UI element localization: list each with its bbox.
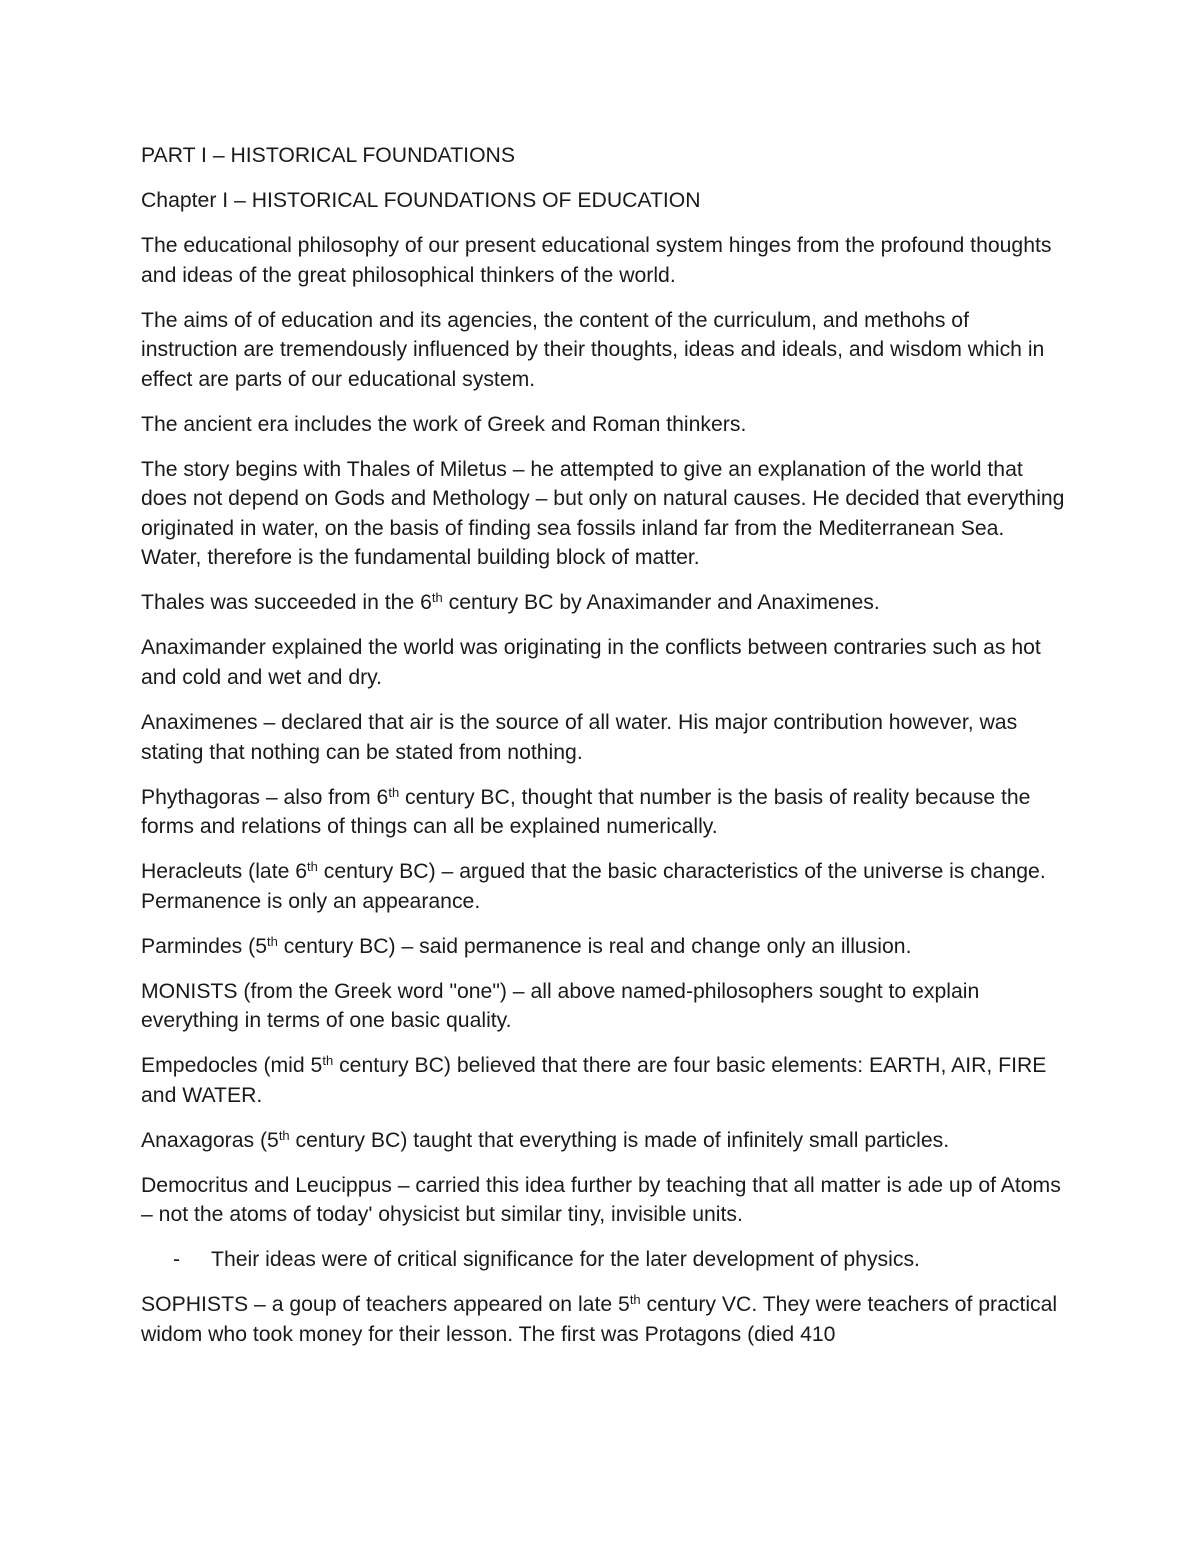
paragraph-ancient-era: The ancient era includes the work of Greek and Roman thinkers. [141, 412, 747, 436]
text-segment: century BC, thought that number is the basis of reality because the forms and relations of things can all be explained numerically. [141, 785, 1031, 839]
paragraph-anaximenes: Anaximenes – declared that air is the source of all water. His major contribution however, was stating that nothing can be stated from nothing. [141, 711, 1018, 764]
superscript: th [388, 784, 400, 800]
text-segment: Phythagoras – also from 6 [141, 785, 389, 809]
paragraph-heracleuts [141, 857, 1066, 916]
superscript: th [322, 1053, 334, 1069]
superscript: th [629, 1292, 641, 1308]
document-body [141, 141, 1066, 1365]
paragraph-thales: The story begins with Thales of Miletus – he attempted to give an explanation of the world that does not depend on Gods and Methology – but only on natural causes. He decided that everything originated in water, on the basis of finding sea fossils inland far from the Mediterranean Sea. Water, therefore is the fundamental building block of matter. [141, 457, 1065, 570]
bullet-dash: - [173, 1248, 181, 1272]
paragraph-monists: MONISTS (from the Greek word "one") – all above named-philosophers sought to explain everything in terms of one basic quality. [141, 979, 980, 1033]
text-segment: Heracleuts (late 6 [141, 860, 308, 884]
text-segment: Parmindes (5 [141, 934, 267, 958]
text-segment: SOPHISTS – a goup of teachers appeared on late 5 [141, 1293, 630, 1317]
text-segment: century BC by Anaximander and Anaximenes. [442, 591, 880, 615]
chapter-title: Chapter I – HISTORICAL FOUNDATIONS OF EDUCATION [141, 188, 701, 212]
paragraph-thales-succeeded [141, 588, 1066, 618]
text-segment: century BC) – argued that the basic characteristics of the universe is change. Permanence is only an appearance. [141, 860, 1046, 913]
text-segment: century BC) taught that everything is made of infinitely small particles. [289, 1128, 950, 1152]
text-segment: century VC. They were teachers of practical widom who took money for their lesson. The first was Protagons (died 410 [141, 1293, 1058, 1347]
superscript: th [307, 859, 318, 875]
paragraph-empedocles [141, 1051, 1066, 1110]
bullet-text: Their ideas were of critical significance for the later development of physics. [211, 1248, 920, 1272]
paragraph-democritus: Democritus and Leucippus – carried this idea further by teaching that all matter is ade up of Atoms – not the atoms of today' ohysicist but similar tiny, invisible units. [141, 1173, 1061, 1227]
text-segment: century BC) – said permanence is real and change only an illusion. [277, 934, 912, 958]
bullet-item [141, 1245, 1066, 1275]
paragraph-anaxagoras [141, 1126, 1066, 1156]
text-segment: Anaxagoras (5 [141, 1128, 279, 1152]
text-segment: Thales was succeeded in the 6 [141, 591, 432, 615]
part-title: PART I – HISTORICAL FOUNDATIONS [141, 144, 515, 167]
paragraph-phythagoras [141, 783, 1066, 842]
superscript: th [278, 1127, 290, 1143]
superscript: th [267, 933, 278, 949]
paragraph-anaximander: Anaximander explained the world was originating in the conflicts between contraries such as hot and cold and wet and dry. [141, 636, 1041, 690]
paragraph-aims-of-education: The aims of of education and its agencies, the content of the curriculum, and methohs of instruction are tremendously influenced by their thoughts, ideas and ideals, and wisdom which in effect are parts of our educational system. [141, 308, 1045, 391]
paragraph-parmindes [141, 932, 1066, 962]
text-segment: century BC) believed that there are four basic elements: EARTH, AIR, FIRE and WATER. [141, 1054, 1047, 1107]
paragraph-sophists [141, 1290, 1066, 1349]
text-segment: Empedocles (mid 5 [141, 1054, 323, 1078]
superscript: th [431, 590, 443, 606]
paragraph-educational-philosophy: The educational philosophy of our present educational system hinges from the profound thoughts and ideas of the great philosophical thinkers of the world. [141, 233, 1052, 287]
